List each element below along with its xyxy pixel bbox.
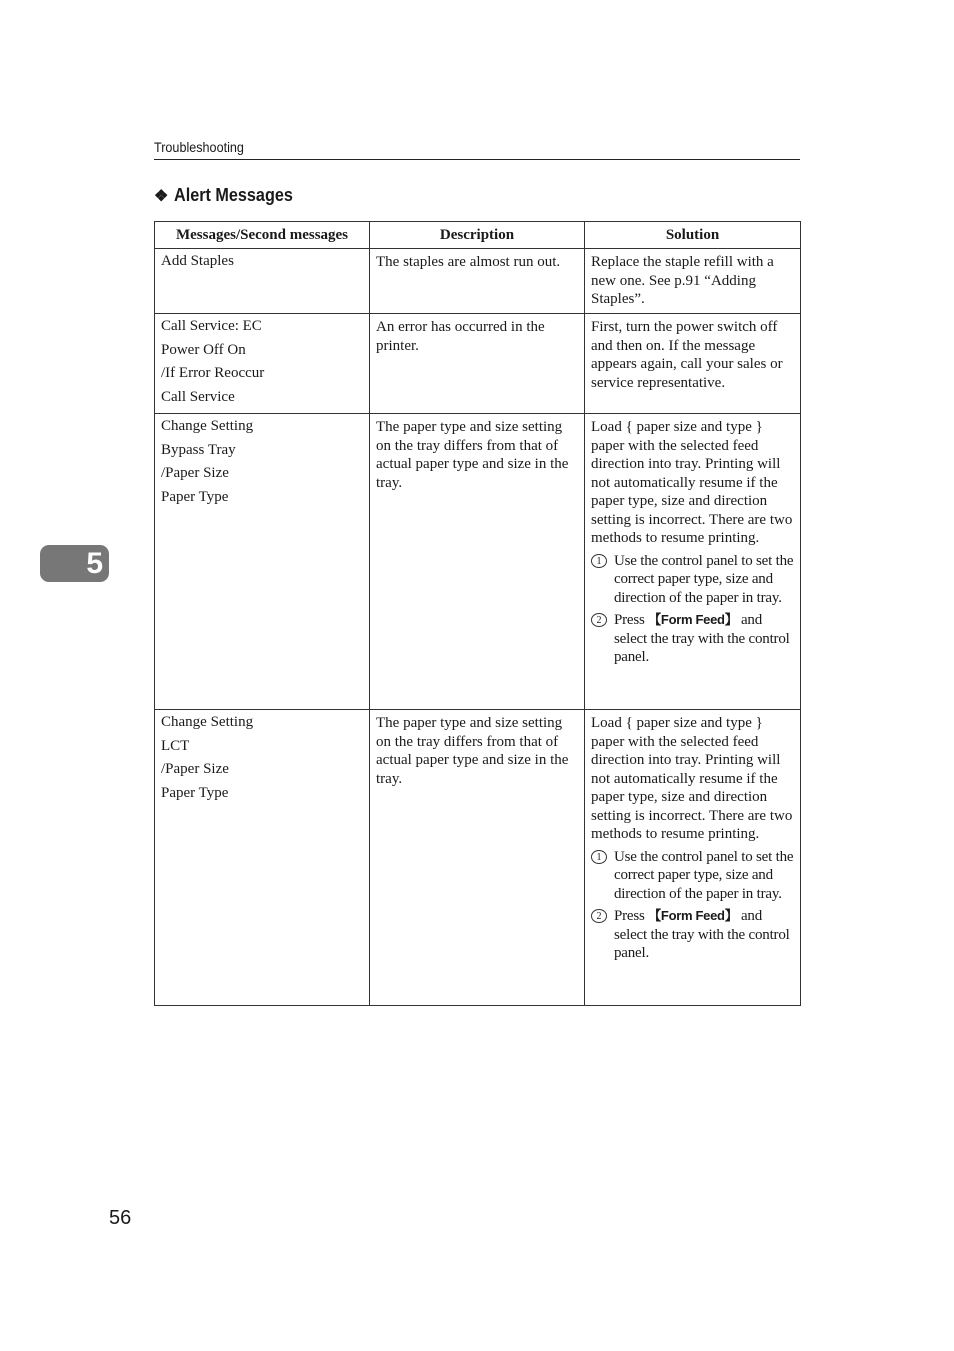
circled-number-icon: 1 bbox=[591, 850, 607, 864]
message-line: LCT bbox=[161, 737, 190, 754]
message-line: Change Setting bbox=[161, 714, 254, 730]
solution-cell bbox=[585, 710, 801, 1006]
messages-cell bbox=[155, 710, 370, 1006]
circled-number-icon: 1 bbox=[591, 554, 607, 568]
page-number: 56 bbox=[109, 1207, 132, 1229]
column-header-description: Description bbox=[370, 222, 585, 249]
column-header-messages: Messages/Second messages bbox=[155, 222, 370, 249]
solution-step bbox=[591, 611, 794, 667]
table-row bbox=[155, 414, 801, 710]
diamond-bullet-icon: ❖ bbox=[154, 187, 169, 205]
message-line: Add Staples bbox=[161, 253, 234, 269]
step-text bbox=[614, 907, 794, 963]
description-cell: The paper type and size setting on the tray differs from that of actual paper type and size in the tray. bbox=[370, 414, 585, 710]
form-feed-key-label: 【Form Feed】 bbox=[648, 908, 738, 923]
solution-steps bbox=[591, 552, 794, 667]
section-heading bbox=[154, 185, 306, 206]
chapter-tab: 5 bbox=[40, 545, 109, 582]
form-feed-key-label: 【Form Feed】 bbox=[648, 612, 738, 627]
circled-number-icon: 2 bbox=[591, 613, 607, 627]
solution-cell: First, turn the power switch off and then on. If the message appears again, call your sales or service representative. bbox=[585, 314, 801, 414]
alert-messages-table bbox=[154, 221, 801, 1006]
running-header: Troubleshooting bbox=[154, 139, 244, 155]
step-text bbox=[614, 611, 794, 667]
description-cell: An error has occurred in the printer. bbox=[370, 314, 585, 414]
solution-text: Load { paper size and type } paper with the selected feed direction into tray. Printing will not automatically resume if the paper type, size and direction setting is incorrect. There are two methods to resume printing. bbox=[591, 419, 793, 546]
message-line: /If Error Reoccur bbox=[161, 365, 265, 381]
table-header-row bbox=[155, 222, 801, 249]
solution-cell: Replace the staple refill with a new one. See p.91 “Adding Staples”. bbox=[585, 249, 801, 314]
description-cell: The staples are almost run out. bbox=[370, 249, 585, 314]
table-row bbox=[155, 249, 801, 314]
section-title: Alert Messages bbox=[174, 185, 294, 205]
solution-step bbox=[591, 907, 794, 963]
solution-steps bbox=[591, 848, 794, 963]
messages-cell bbox=[155, 314, 370, 414]
message-line: Change Setting bbox=[161, 418, 254, 434]
step-text: Use the control panel to set the correct paper type, size and direction of the paper in tray. bbox=[614, 552, 794, 606]
message-line: Call Service: EC bbox=[161, 318, 262, 334]
header-rule bbox=[154, 159, 800, 160]
step-text-post: and select the tray with the control panel. bbox=[614, 908, 790, 961]
solution-step bbox=[591, 552, 794, 608]
step-text-post: and select the tray with the control panel. bbox=[614, 612, 790, 665]
message-line: Paper Type bbox=[161, 784, 229, 801]
message-line: /Paper Size bbox=[161, 761, 229, 777]
message-line: Paper Type bbox=[161, 488, 229, 505]
step-text-pre: Press bbox=[614, 612, 649, 628]
message-line: Bypass Tray bbox=[161, 441, 236, 458]
column-header-solution: Solution bbox=[585, 222, 801, 249]
message-line: /Paper Size bbox=[161, 465, 229, 481]
solution-step bbox=[591, 848, 794, 904]
description-cell: The paper type and size setting on the tray differs from that of actual paper type and size in the tray. bbox=[370, 710, 585, 1006]
circled-number-icon: 2 bbox=[591, 909, 607, 923]
table-row bbox=[155, 710, 801, 1006]
messages-cell bbox=[155, 414, 370, 710]
table-row bbox=[155, 314, 801, 414]
step-text-pre: Press bbox=[614, 908, 649, 924]
solution-text: Load { paper size and type } paper with the selected feed direction into tray. Printing will not automatically resume if the paper type, size and direction setting is incorrect. There are two methods to resume printing. bbox=[591, 715, 793, 842]
message-line: Call Service bbox=[161, 388, 235, 405]
messages-cell bbox=[155, 249, 370, 314]
step-text: Use the control panel to set the correct paper type, size and direction of the paper in tray. bbox=[614, 848, 794, 902]
message-line: Power Off On bbox=[161, 341, 246, 358]
solution-cell bbox=[585, 414, 801, 710]
